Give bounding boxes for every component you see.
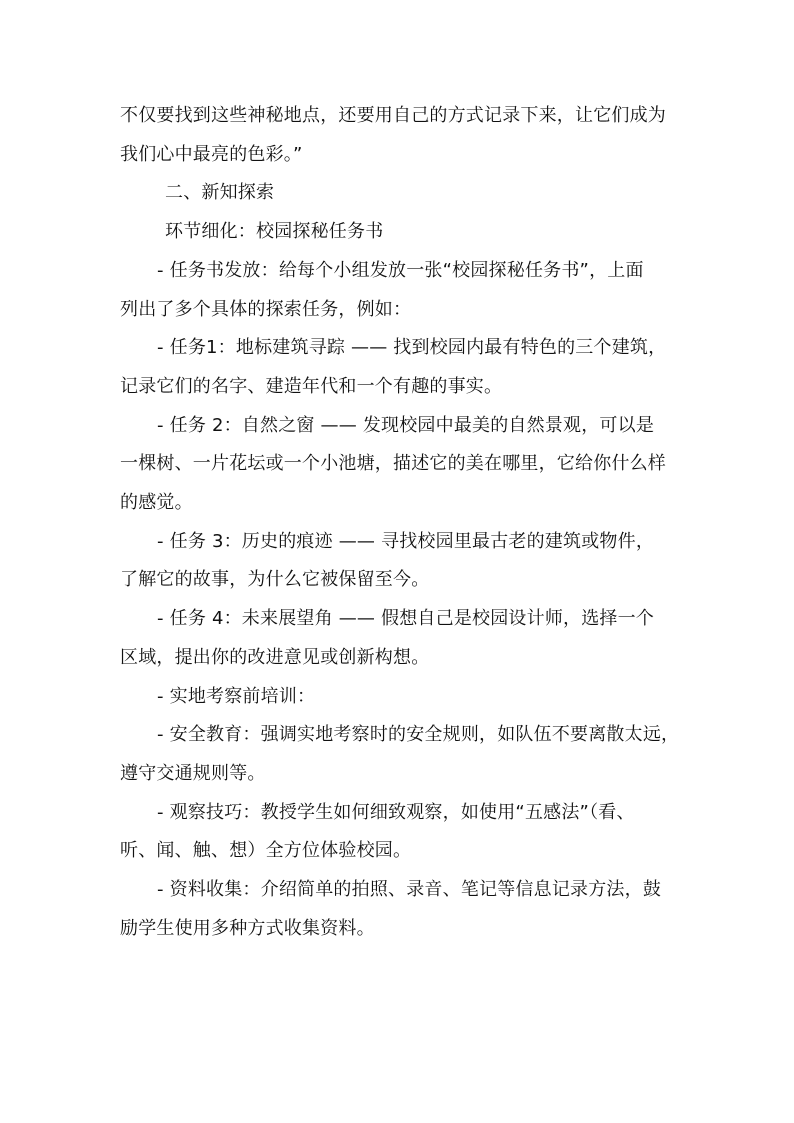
- task-2-line-1: - 任务 2：自然之窗 —— 发现校园中最美的自然景观，可以是: [157, 414, 655, 436]
- text-line-6: 列出了多个具体的探索任务，例如：: [120, 298, 412, 320]
- task-2-line-3: 的感觉。: [120, 492, 193, 514]
- task-1-line-1: - 任务1：地标建筑寻踪 —— 找到校园内最有特色的三个建筑，: [157, 337, 667, 359]
- task-2-line-2: 一棵树、一片花坛或一个小池塘，描述它的美在哪里，它给你什么样: [120, 453, 666, 475]
- collection-line-1: - 资料收集：介绍简单的拍照、录音、笔记等信息记录方法，鼓: [157, 879, 662, 901]
- task-1-line-2: 记录它们的名字、建造年代和一个有趣的事实。: [120, 375, 503, 397]
- section-heading: 二、新知探索: [165, 182, 275, 204]
- text-line-2: 我们心中最亮的色彩。”: [120, 143, 303, 165]
- observation-line-2: 听、闻、触、想）全方位体验校园。: [120, 840, 412, 862]
- task-3-line-1: - 任务 3：历史的痕迹 —— 寻找校园里最古老的建筑或物件，: [157, 530, 655, 552]
- task-4-line-1: - 任务 4：未来展望角 —— 假想自己是校园设计师，选择一个: [157, 608, 655, 630]
- safety-line-1: - 安全教育：强调实地考察时的安全规则，如队伍不要离散太远，: [157, 724, 680, 746]
- safety-line-2: 遵守交通规则等。: [120, 762, 266, 784]
- text-line-1: 不仅要找到这些神秘地点，还要用自己的方式记录下来，让它们成为: [120, 105, 666, 126]
- task-3-line-2: 了解它的故事，为什么它被保留至今。: [120, 569, 430, 591]
- text-line-5: - 任务书发放：给每个小组发放一张“校园探秘任务书”，上面: [157, 259, 644, 281]
- task-4-line-2: 区域，提出你的改进意见或创新构想。: [120, 646, 430, 668]
- subsection-heading: 环节细化：校园探秘任务书: [165, 221, 384, 243]
- training-heading: - 实地考察前培训：: [157, 685, 316, 707]
- document-body: [120, 97, 678, 948]
- observation-line-1: - 观察技巧：教授学生如何细致观察，如使用“五感法”（看、: [157, 801, 635, 823]
- collection-line-2: 励学生使用多种方式收集资料。: [120, 917, 375, 939]
